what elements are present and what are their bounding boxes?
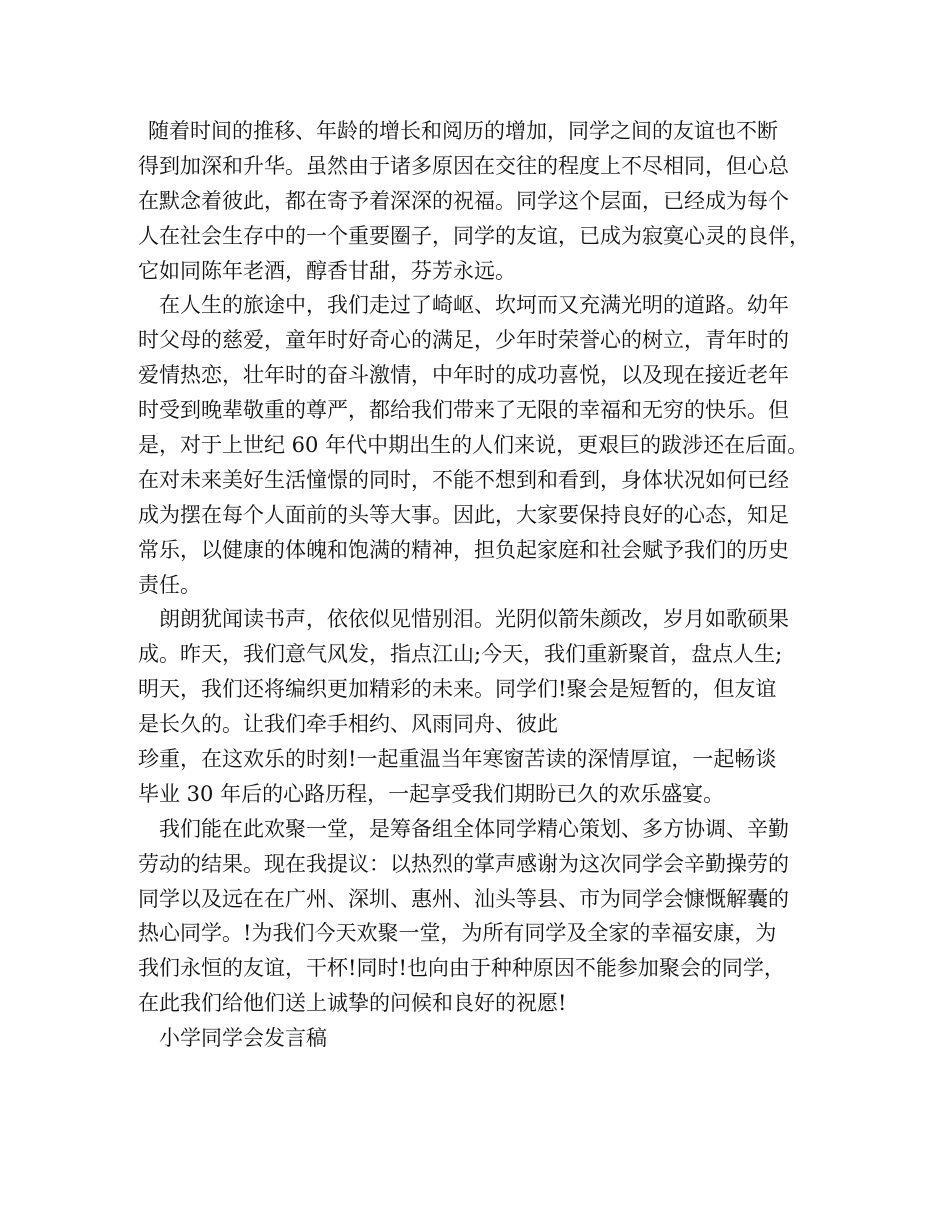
paragraph-1-line-1: 随着时间的推移、年龄的增长和阅历的增加，同学之间的友谊也不断 xyxy=(148,119,778,143)
paragraph-2-line-2: 时父母的慈爱，童年时好奇心的满足，少年时荣誉心的树立，青年时的 xyxy=(138,328,789,353)
paragraph-4-line-2: 劳动的结果。现在我提议：以热烈的掌声感谢为这次同学会辛勤操劳的 xyxy=(138,851,789,876)
paragraph-2-line-9: 责任。 xyxy=(138,572,201,597)
paragraph-3-line-2: 成。昨天，我们意气风发，指点江山;今天，我们重新聚首，盘点人生; xyxy=(138,642,783,667)
paragraph-2-line-3: 爱情热恋，壮年时的奋斗激情，中年时的成功喜悦，以及现在接近老年 xyxy=(138,363,789,388)
closing-title: 小学同学会发言稿 xyxy=(159,1026,327,1051)
paragraph-2-line-4: 时受到晚辈敬重的尊严，都给我们带来了无限的幸福和无穷的快乐。但 xyxy=(138,398,789,423)
paragraph-4-line-6: 在此我们给他们送上诚挚的问候和良好的祝愿! xyxy=(138,991,567,1016)
paragraph-2-line-1: 在人生的旅途中，我们走过了崎岖、坎坷而又充满光明的道路。幼年 xyxy=(159,293,789,318)
paragraph-3-line-1: 朗朗犹闻读书声，依依似见惜别泪。光阴似箭朱颜改，岁月如歌硕果 xyxy=(159,607,789,632)
paragraph-3-line-5: 珍重，在这欢乐的时刻!一起重温当年寒窗苦读的深情厚谊，一起畅谈 xyxy=(138,747,777,772)
paragraph-1-line-4: 人在社会生存中的一个重要圈子，同学的友谊，已成为寂寞心灵的良伴， xyxy=(138,223,810,248)
paragraph-4-line-4: 热心同学。!为我们今天欢聚一堂，为所有同学及全家的幸福安康，为 xyxy=(138,921,777,946)
paragraph-2-line-6: 在对未来美好生活憧憬的同时，不能不想到和看到，身体状况如何已经 xyxy=(138,467,789,492)
paragraph-3-line-3: 明天，我们还将编织更加精彩的未来。同学们!聚会是短暂的，但友谊 xyxy=(138,677,777,702)
paragraph-1-line-2: 得到加深和升华。虽然由于诸多原因在交往的程度上不尽相同，但心总 xyxy=(138,153,789,178)
paragraph-3-line-4: 是长久的。让我们牵手相约、风雨同舟、彼此 xyxy=(138,712,558,737)
paragraph-3-line-6: 毕业 30 年后的心路历程，一起享受我们期盼已久的欢乐盛宴。 xyxy=(138,781,725,806)
paragraph-4-line-5: 我们永恒的友谊，干杯!同时!也向由于种种原因不能参加聚会的同学， xyxy=(138,956,785,981)
paragraph-1-line-5: 它如同陈年老酒，醇香甘甜，芬芳永远。 xyxy=(138,258,516,283)
paragraph-2-line-7: 成为摆在每个人面前的头等大事。因此，大家要保持良好的心态，知足 xyxy=(138,502,789,527)
paragraph-2-line-8: 常乐，以健康的体魄和饱满的精神，担负起家庭和社会赋予我们的历史 xyxy=(138,537,789,562)
paragraph-4-line-1: 我们能在此欢聚一堂，是筹备组全体同学精心策划、多方协调、辛勤 xyxy=(159,816,789,841)
paragraph-4-line-3: 同学以及远在在广州、深圳、惠州、汕头等县、市为同学会慷慨解囊的 xyxy=(138,886,789,911)
document-body xyxy=(138,114,828,1056)
paragraph-1-line-3: 在默念着彼此，都在寄予着深深的祝福。同学这个层面，已经成为每个 xyxy=(138,188,789,213)
paragraph-2-line-5: 是，对于上世纪 60 年代中期出生的人们来说，更艰巨的跋涉还在后面。 xyxy=(138,433,809,458)
